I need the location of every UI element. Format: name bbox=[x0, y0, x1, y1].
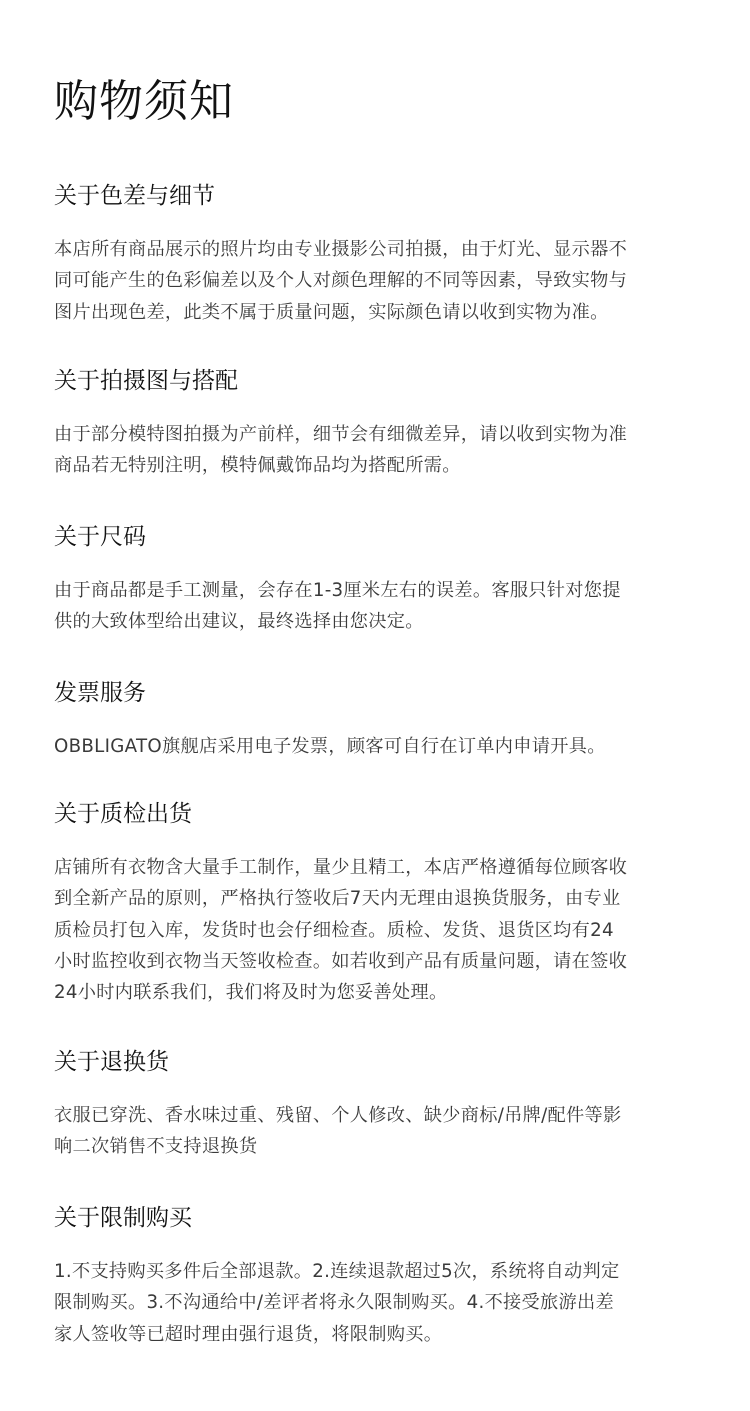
section-heading: 关于尺码 bbox=[54, 524, 146, 550]
section-color-difference bbox=[54, 180, 704, 328]
section-returns bbox=[54, 1046, 704, 1163]
body-line: 同可能产生的色彩偏差以及个人对颜色理解的不同等因素，导致实物与 bbox=[54, 270, 628, 292]
body-line: 1.不支持购买多件后全部退款。2.连续退款超过5次，系统将自动判定 bbox=[54, 1261, 620, 1282]
body-line: 24小时内联系我们，我们将及时为您妥善处理。 bbox=[54, 982, 448, 1004]
body-line: 供的大致体型给出建议，最终选择由您决定。 bbox=[54, 611, 424, 633]
section-body bbox=[54, 575, 704, 638]
section-heading: 发票服务 bbox=[54, 680, 146, 706]
section-heading: 关于拍摄图与搭配 bbox=[54, 368, 238, 394]
section-body bbox=[54, 419, 704, 482]
body-line: 由于部分模特图拍摄为产前样，细节会有细微差异，请以收到实物为准 bbox=[54, 424, 628, 445]
section-purchase-limits bbox=[54, 1202, 704, 1350]
body-line: 质检员打包入库，发货时也会仔细检查。质检、发货、退货区均有24 bbox=[54, 919, 614, 941]
body-line: 店铺所有衣物含大量手工制作，量少且精工，本店严格遵循每位顾客收 bbox=[54, 857, 628, 878]
section-heading: 关于限制购买 bbox=[54, 1205, 192, 1231]
section-sizing bbox=[54, 521, 704, 638]
section-body bbox=[54, 1256, 704, 1350]
section-heading: 关于色差与细节 bbox=[54, 183, 215, 209]
section-photo-styling bbox=[54, 365, 704, 482]
section-quality-check bbox=[54, 798, 704, 1008]
body-line: 小时监控收到衣物当天签收检查。如若收到产品有质量问题，请在签收 bbox=[54, 950, 628, 972]
body-line: 响二次销售不支持退换货 bbox=[54, 1136, 258, 1158]
page-title: 购物须知 bbox=[54, 76, 234, 127]
section-heading: 关于退换货 bbox=[54, 1049, 169, 1075]
body-line: 限制购买。3.不沟通给中/差评者将永久限制购买。4.不接受旅游出差 bbox=[54, 1292, 614, 1314]
section-body bbox=[54, 234, 704, 328]
section-body bbox=[54, 731, 704, 762]
body-line: 到全新产品的原则，严格执行签收后7天内无理由退换货服务，由专业 bbox=[54, 888, 621, 910]
body-line: 本店所有商品展示的照片均由专业摄影公司拍摄，由于灯光、显示器不 bbox=[54, 239, 628, 260]
body-line: OBBLIGATO旗舰店采用电子发票，顾客可自行在订单内申请开具。 bbox=[54, 736, 606, 757]
body-line: 图片出现色差，此类不属于质量问题，实际颜色请以收到实物为准。 bbox=[54, 301, 609, 323]
body-line: 商品若无特别注明，模特佩戴饰品均为搭配所需。 bbox=[54, 455, 461, 477]
body-line: 由于商品都是手工测量，会存在1-3厘米左右的误差。客服只针对您提 bbox=[54, 580, 621, 601]
body-line: 衣服已穿洗、香水味过重、残留、个人修改、缺少商标/吊牌/配件等影 bbox=[54, 1105, 622, 1126]
section-body bbox=[54, 1100, 704, 1163]
section-heading: 关于质检出货 bbox=[54, 801, 192, 827]
section-body bbox=[54, 852, 704, 1008]
section-invoice bbox=[54, 677, 704, 762]
body-line: 家人签收等已超时理由强行退货，将限制购买。 bbox=[54, 1323, 443, 1345]
